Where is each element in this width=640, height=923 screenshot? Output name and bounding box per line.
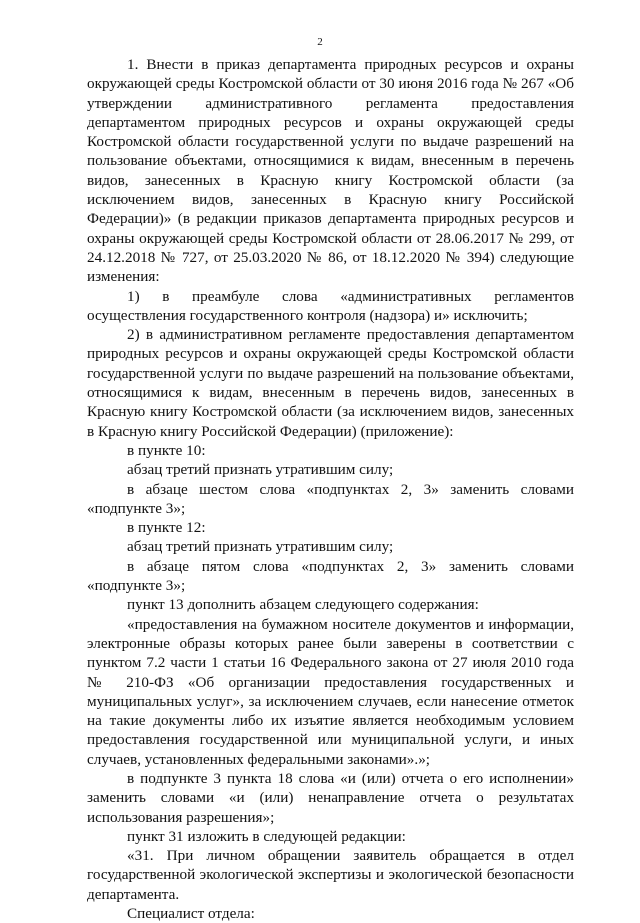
paragraph-amend-order: 1. Внести в приказ департамента природных ресурсов и охраны окружающей среды Костромской области от 30 июня 2016 года № 267 «Об утверждении административного регламента предоставления департаментом природных ресурсов и охраны окружающей среды Костромской области государственной услуги по выдаче разрешений на пользование объектами, относящимися к видам, внесенным в перечень видов, занесенных в Красную книгу Костромской области (за исключением видов, занесенных в Красную книгу Российской Федерации)» (в редакции приказов департамента природных ресурсов и охраны окружающей среды Костромской области от 28.06.2017 № 299, от 24.12.2018 № 727, от 25.03.2020 № 86, от 18.12.2020 № 394) следующие изменения:: [87, 56, 574, 286]
paragraph-preamble: 1) в преамбуле слова «административных регламентов осуществления государственного контроля (надзора) и» исключить;: [87, 287, 574, 324]
paragraph-point-10-abz-6: в абзаце шестом слова «подпунктах 2, 3» заменить словами «подпункте 3»;: [87, 480, 574, 517]
paragraph-point-12-abz-3: абзац третий признать утратившим силу;: [127, 538, 394, 556]
document-body: [87, 55, 574, 923]
page-number: 2: [317, 36, 323, 48]
paragraph-point-10-abz-3: абзац третий признать утратившим силу;: [127, 461, 394, 479]
paragraph-point-12-abz-5: в абзаце пятом слова «подпунктах 2, 3» заменить словами «подпункте 3»;: [87, 557, 574, 595]
paragraph-point-13-text: «предоставления на бумажном носителе документов и информации, электронные образы которых ранее были заверены в соответствии с пунктом 7.2 части 1 статьи 16 Федерального закона от 27 июля 2010 года № 210-ФЗ «Об организации предоставления государственных и муниципальных услуг», за исключением случаев, если нанесение отметок на такие документы либо их изъятие является необходимым условием предоставления государственной или муниципальной услуги, и иных случаев, установленных федеральными законами».»;: [87, 615, 574, 768]
paragraph-point-31-text: «31. При личном обращении заявитель обращается в отдел государственной экологической экспертизы и экологической безопасности департамента.: [87, 847, 574, 903]
paragraph-point-31: пункт 31 изложить в следующей редакции:: [127, 827, 406, 845]
paragraph-point-10: в пункте 10:: [127, 441, 206, 459]
paragraph-point-13: пункт 13 дополнить абзацем следующего содержания:: [127, 596, 479, 614]
paragraph-point-18: в подпункте 3 пункта 18 слова «и (или) отчета о его исполнении» заменить словами «и (или) ненаправление отчета о результатах использования разрешения»;: [87, 769, 574, 826]
paragraph-regulation: 2) в административном регламенте предоставления департаментом природных ресурсов и охраны окружающей среды Костромской области государственной услуги по выдаче разрешений на пользование объектами, относящимися к видам, внесенным в перечень видов, занесенных в Красную книгу Костромской области (за исключением видов, занесенных в Красную книгу Российской Федерации) (приложение):: [87, 326, 574, 440]
paragraph-point-12: в пункте 12:: [127, 519, 206, 537]
paragraph-specialist: Специалист отдела:: [127, 905, 255, 923]
